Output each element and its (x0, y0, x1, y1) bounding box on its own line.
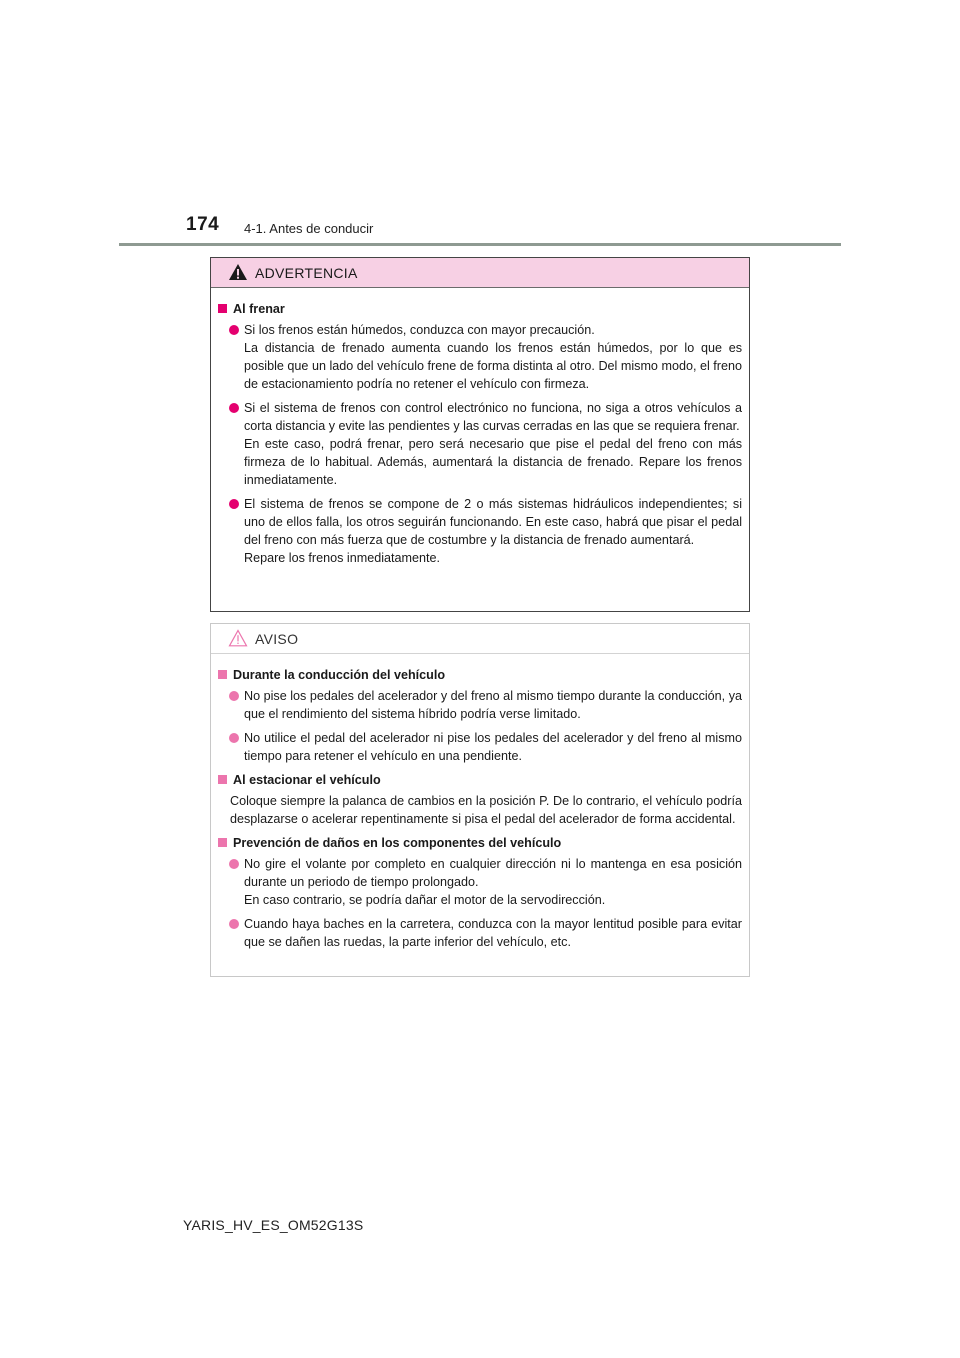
notice-heading (217, 771, 742, 789)
paragraph: Coloque siempre la palanca de cambios en la posición P. De lo contrario, el vehículo podría desplazarse o acelerar repentinamente si pisa el pedal del acelerador de forma accidental. (230, 794, 742, 826)
page-header (0, 0, 960, 250)
list-item (229, 687, 742, 723)
header-rule (119, 243, 841, 246)
notice-heading-text: Durante la conducción del vehículo (233, 668, 446, 682)
square-bullet-icon (218, 304, 227, 313)
warning-box (210, 257, 750, 612)
square-bullet-icon (218, 838, 227, 847)
paragraph: En este caso, podrá frenar, pero será necesario que pise el pedal del freno con más firmeza de lo habitual. Además, aumentará la distancia de frenado. Repare los frenos inmediatamente. (244, 437, 742, 487)
notice-heading-text: Prevención de daños en los componentes del vehículo (233, 836, 562, 850)
paragraph: El sistema de frenos se compone de 2 o más sistemas hidráulicos independientes; si uno de ellos falla, los otros seguirán funcionando. En este caso, habrá que pisar el pedal del freno con más fuerza que de costumbre y la distancia de frenado aumentará. (244, 497, 742, 547)
paragraph: No pise los pedales del acelerador y del freno al mismo tiempo durante la conducción, ya que el rendimiento del sistema híbrido podría verse limitado. (244, 689, 742, 721)
paragraph: Repare los frenos inmediatamente. (244, 551, 441, 565)
paragraph: Si los frenos están húmedos, conduzca con mayor precaución. (244, 323, 595, 337)
notice-heading (217, 834, 742, 852)
round-bullet-icon (229, 691, 239, 701)
round-bullet-icon (229, 733, 239, 743)
paragraph: En caso contrario, se podría dañar el motor de la servodirección. (244, 893, 606, 907)
list-item (229, 729, 742, 765)
notice-box (210, 623, 750, 977)
paragraph: Cuando haya baches en la carretera, conduzca con la mayor lentitud posible para evitar que se dañen las ruedas, la parte inferior del vehículo, etc. (244, 917, 742, 949)
notice-heading (217, 666, 742, 684)
round-bullet-icon (229, 403, 239, 413)
document-code: YARIS_HV_ES_OM52G13S (183, 1217, 364, 1233)
notice-heading-text: Al estacionar el vehículo (233, 773, 381, 787)
square-bullet-icon (218, 775, 227, 784)
list-item (229, 915, 742, 951)
warning-title: ADVERTENCIA (255, 265, 358, 281)
warning-triangle-icon (228, 263, 248, 281)
warning-heading-text: Al frenar (233, 302, 285, 316)
warning-body (211, 288, 749, 567)
list-item (229, 321, 742, 393)
paragraph: No utilice el pedal del acelerador ni pise los pedales del acelerador y del freno al mismo tiempo para retener el vehículo en una pendiente. (244, 731, 742, 763)
notice-box-header (211, 624, 749, 654)
round-bullet-icon (229, 919, 239, 929)
round-bullet-icon (229, 499, 239, 509)
square-bullet-icon (218, 670, 227, 679)
warning-box-header (211, 258, 749, 288)
paragraph: La distancia de frenado aumenta cuando los frenos están húmedos, por lo que es posible que un lado del vehículo frene de forma distinta al otro. Del mismo modo, el freno de estacionamiento podría no retener el vehículo con firmeza. (244, 341, 742, 391)
notice-title: AVISO (255, 631, 299, 647)
warning-heading (217, 300, 742, 318)
caution-triangle-outline-icon (228, 629, 248, 647)
round-bullet-icon (229, 325, 239, 335)
paragraph: No gire el volante por completo en cualquier dirección ni lo mantenga en esa posición durante un periodo de tiempo prolongado. (244, 857, 742, 889)
page-number: 174 (186, 214, 220, 235)
round-bullet-icon (229, 859, 239, 869)
notice-body (211, 654, 749, 951)
section-title: 4-1. Antes de conducir (244, 221, 374, 236)
list-item (229, 399, 742, 489)
list-item (229, 495, 742, 567)
paragraph: Si el sistema de frenos con control electrónico no funciona, no siga a otros vehículos a corta distancia y evite las pendientes y las curvas cerradas en las que se requiera frenar. (244, 401, 742, 433)
list-item (229, 855, 742, 909)
